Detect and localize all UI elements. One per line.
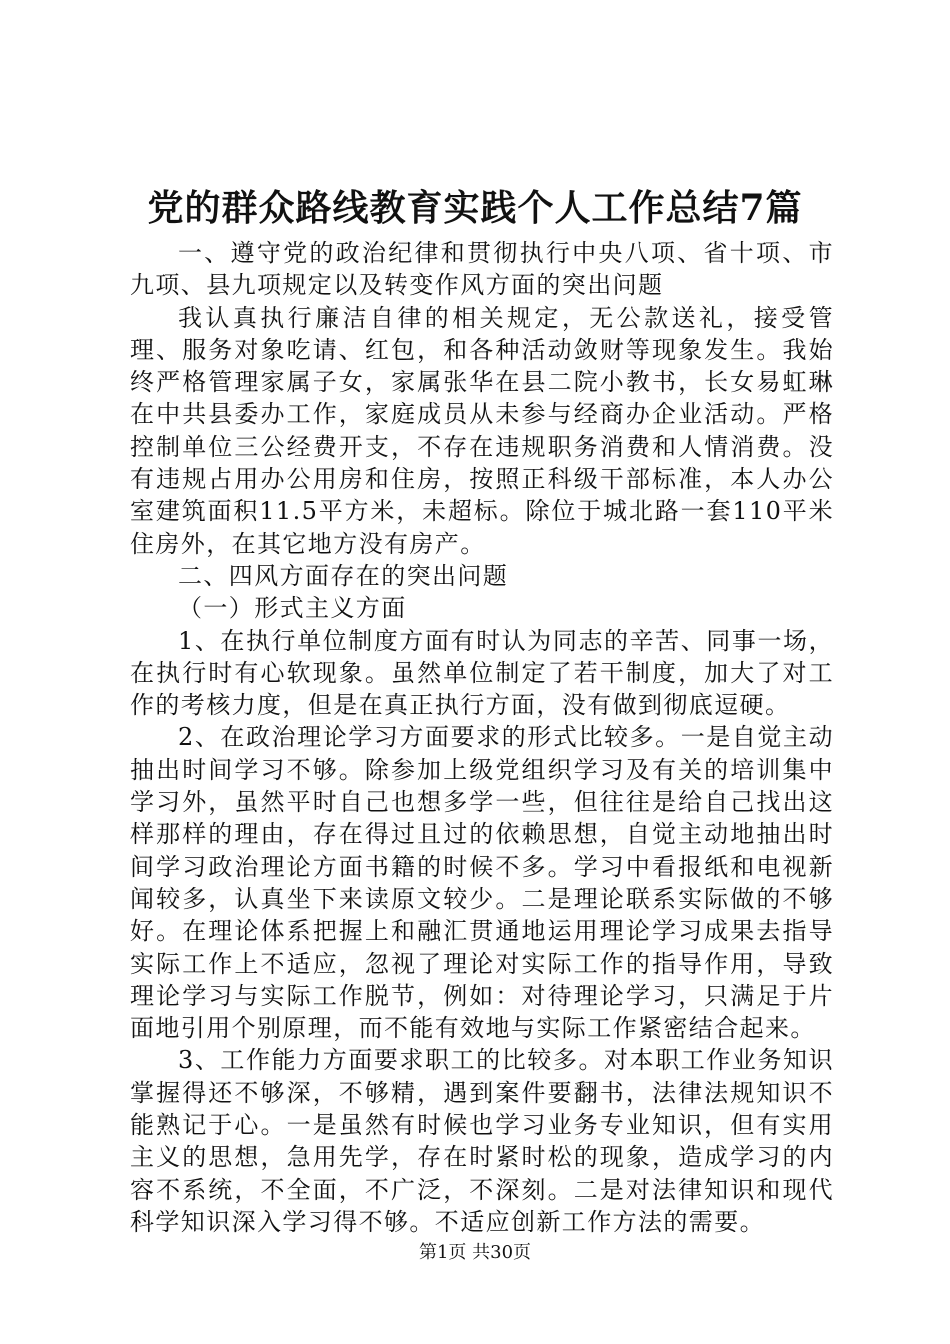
paragraph-section-heading-1: 一、遵守党的政治纪律和贯彻执行中央八项、省十项、市九项、县九项规定以及转变作风方面的突出问题 [130,239,834,300]
paragraph-integrity-statement: 我认真执行廉洁自律的相关规定，无公款送礼，接受管理、服务对象吃请、红包，和各种活动敛财等现象发生。我始终严格管理家属子女，家属张华在县二院小教书，长女易虹琳在中共县委办工作，家庭成员从未参与经商办企业活动。严格控制单位三公经费开支，不存在违规职务消费和人情消费。没有违规占用办公用房和住房，按照正科级干部标准，本人办公室建筑面积11.5平方米，未超标。除位于城北路一套110平米住房外，在其它地方没有房产。 [130,303,834,558]
paragraph-item-1: 1、在执行单位制度方面有时认为同志的辛苦、同事一场，在执行时有心软现象。虽然单位制定了若干制度，加大了对工作的考核力度，但是在真正执行方面，没有做到彻底逗硬。 [130,626,834,720]
paragraph-subsection-heading-formalism: （一）形式主义方面 [178,594,407,623]
paragraph-item-3: 3、工作能力方面要求职工的比较多。对本职工作业务知识掌握得还不够深，不够精，遇到案件要翻书，法律法规知识不能熟记于心。一是虽然有时候也学习业务专业知识，但有实用主义的思想，急用先学，存在时紧时松的现象，造成学习的内容不系统，不全面，不广泛，不深刻。二是对法律知识和现代科学知识深入学习得不够。不适应创新工作方法的需要。 [130,1046,834,1236]
document-title: 党的群众路线教育实践个人工作总结7篇 [147,187,803,229]
paragraph-section-heading-2: 二、四风方面存在的突出问题 [178,561,509,590]
document-body [130,237,834,1238]
paragraph-item-2: 2、在政治理论学习方面要求的形式比较多。一是自觉主动抽出时间学习不够。除参加上级党组织学习及有关的培训集中学习外，虽然平时自己也想多学一些，但往往是给自己找出这样那样的理由，存在得过且过的依赖思想，自觉主动地抽出时间学习政治理论方面书籍的时候不多。学习中看报纸和电视新闻较多，认真坐下来读原文较少。二是理论联系实际做的不够好。在理论体系把握上和融汇贯通地运用理论学习成果去指导实际工作上不适应，忽视了理论对实际工作的指导作用，导致理论学习与实际工作脱节，例如：对待理论学习，只满足于片面地引用个别原理，而不能有效地与实际工作紧密结合起来。 [130,723,834,1043]
page-footer: 第1页 共30页 [418,1242,532,1263]
